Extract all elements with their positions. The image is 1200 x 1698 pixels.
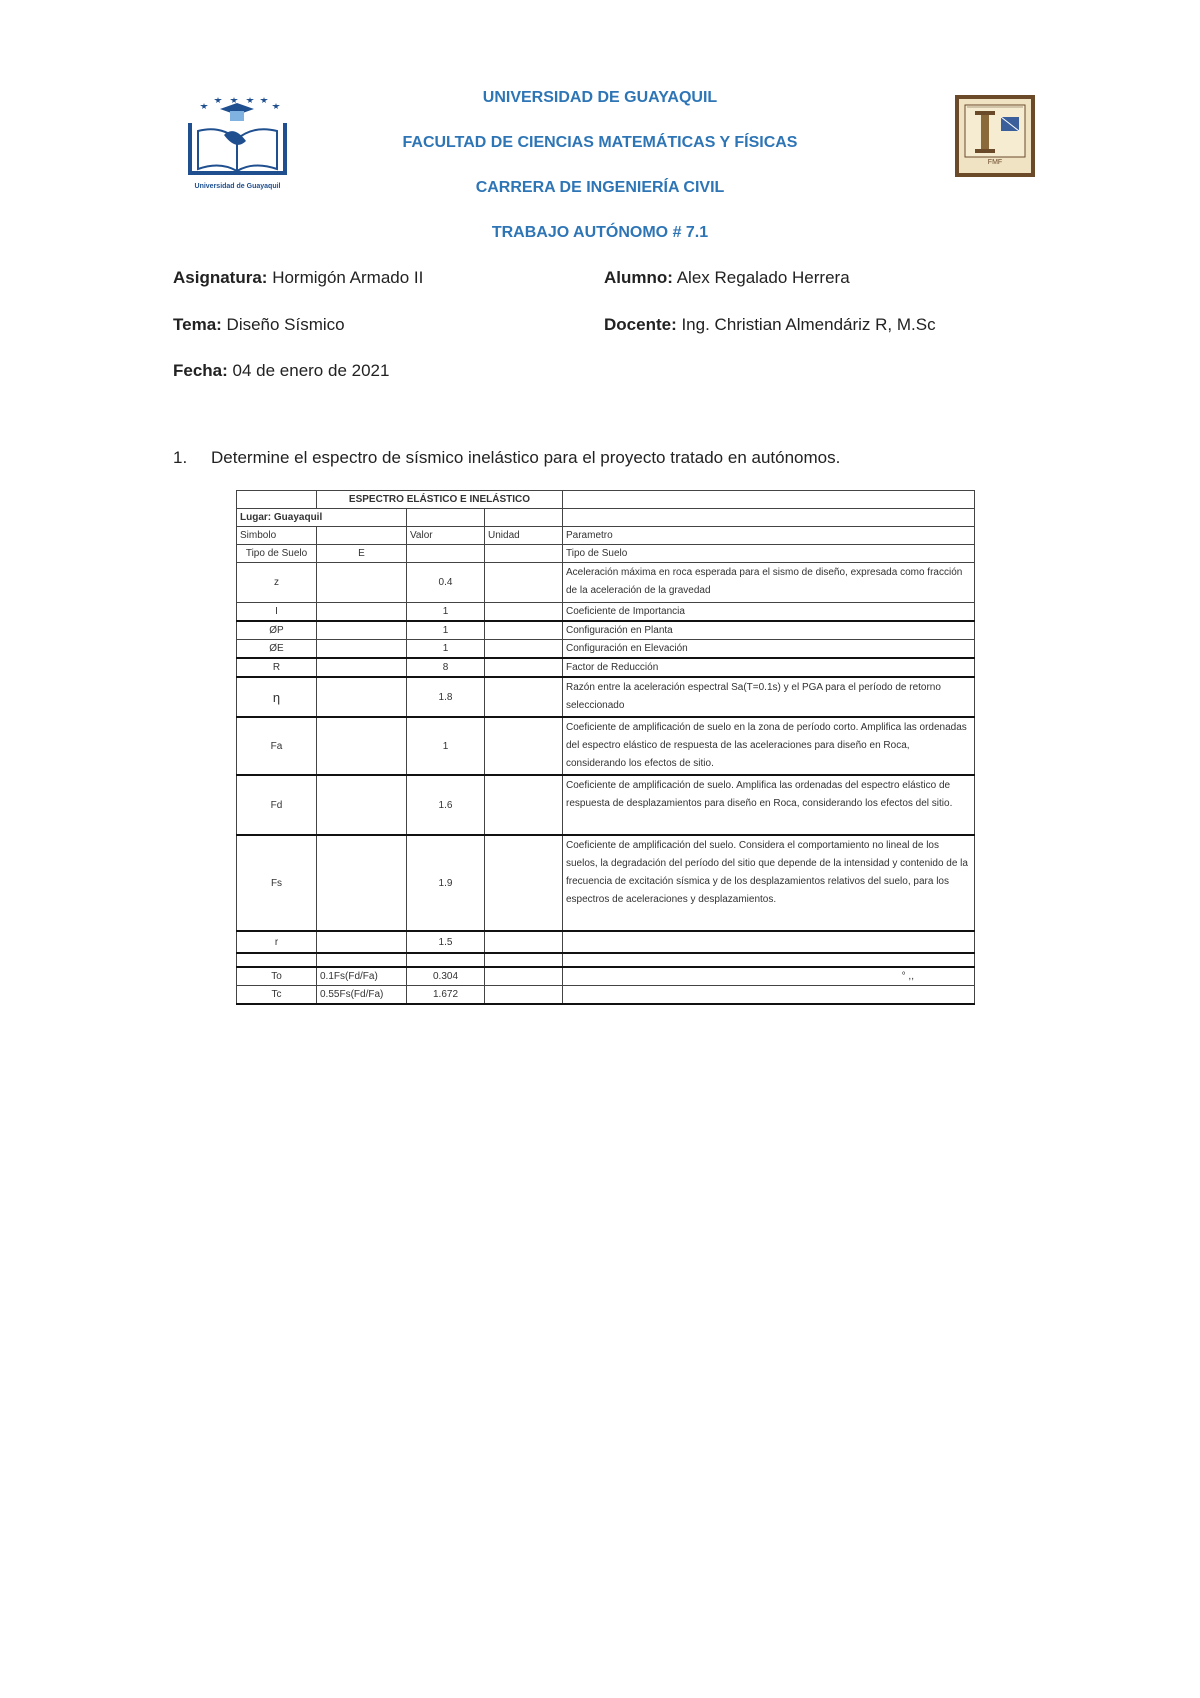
header-blank	[317, 527, 407, 545]
topic-label: Tema:	[173, 315, 222, 334]
row-value: 1	[407, 717, 485, 775]
row-unit	[485, 603, 563, 622]
row-formula	[317, 717, 407, 775]
row-symbol: Fa	[237, 717, 317, 775]
row-formula	[317, 621, 407, 640]
header-unit: Unidad	[485, 527, 563, 545]
row-formula	[317, 931, 407, 953]
row-value: 1.6	[407, 775, 485, 835]
row-unit	[485, 677, 563, 717]
row-unit	[485, 621, 563, 640]
student-value: Alex Regalado Herrera	[672, 268, 850, 287]
date-label: Fecha:	[173, 361, 228, 380]
row-parameter: Aceleración máxima en roca esperada para el sismo de diseño, expresada como fracción de la aceleración de la gravedad	[563, 563, 975, 603]
row-formula: 0.1Fs(Fd/Fa)	[317, 967, 407, 986]
table-title: ESPECTRO ELÁSTICO E INELÁSTICO	[317, 491, 563, 509]
row-parameter: Coeficiente de Importancia	[563, 603, 975, 622]
row-parameter: Tipo de Suelo	[563, 545, 975, 563]
table-row	[237, 603, 975, 622]
row-parameter: ° ,,	[563, 967, 975, 986]
row-formula	[317, 775, 407, 835]
row-formula	[317, 640, 407, 659]
row-parameter: Razón entre la aceleración espectral Sa(T=0.1s) y el PGA para el período de retorno seleccionado	[563, 677, 975, 717]
teacher-line	[604, 315, 936, 335]
row-unit	[485, 775, 563, 835]
university-title: UNIVERSIDAD DE GUAYAQUIL	[482, 89, 718, 106]
row-symbol: R	[237, 658, 317, 677]
row-parameter	[563, 931, 975, 953]
subject-line	[173, 268, 423, 288]
row-unit	[485, 835, 563, 931]
row-value: 8	[407, 658, 485, 677]
row-formula	[317, 603, 407, 622]
table-row	[237, 775, 975, 835]
subject-value: Hormigón Armado II	[267, 268, 424, 287]
row-symbol: z	[237, 563, 317, 603]
header-value: Valor	[407, 527, 485, 545]
row-symbol: ØP	[237, 621, 317, 640]
row-formula: 0.55Fs(Fd/Fa)	[317, 986, 407, 1005]
row-parameter: Factor de Reducción	[563, 658, 975, 677]
row-parameter: Configuración en Elevación	[563, 640, 975, 659]
row-unit	[485, 658, 563, 677]
table-row	[237, 717, 975, 775]
row-formula	[317, 677, 407, 717]
row-unit	[485, 931, 563, 953]
row-value: 0.4	[407, 563, 485, 603]
university-logo-caption: Universidad de Guayaquil	[194, 183, 281, 190]
date-value: 04 de enero de 2021	[227, 361, 390, 380]
row-symbol: ØE	[237, 640, 317, 659]
spectrum-table	[236, 490, 975, 1005]
row-value: 1.5	[407, 931, 485, 953]
table-row	[237, 545, 975, 563]
row-unit	[485, 986, 563, 1005]
header-parameter: Parametro	[563, 527, 975, 545]
teacher-label: Docente:	[604, 315, 677, 334]
row-symbol: Tipo de Suelo	[237, 545, 317, 563]
topic-line	[173, 315, 345, 335]
row-parameter: Configuración en Planta	[563, 621, 975, 640]
table-place: Lugar: Guayaquil	[237, 509, 407, 527]
table-title-row	[237, 491, 975, 509]
row-formula: E	[317, 545, 407, 563]
table-row	[237, 677, 975, 717]
row-symbol: Fd	[237, 775, 317, 835]
table-row	[237, 931, 975, 953]
table-row	[237, 640, 975, 659]
row-symbol: η	[237, 677, 317, 717]
question-number: 1.	[173, 448, 188, 467]
row-symbol: Fs	[237, 835, 317, 931]
row-unit	[485, 563, 563, 603]
row-formula	[317, 563, 407, 603]
row-value: 1.8	[407, 677, 485, 717]
faculty-seal-text: FMF	[987, 159, 1003, 166]
row-unit	[485, 717, 563, 775]
table-row	[237, 658, 975, 677]
row-unit	[485, 967, 563, 986]
table-row	[237, 621, 975, 640]
row-unit	[485, 640, 563, 659]
row-symbol: Tc	[237, 986, 317, 1005]
table-header-row	[237, 527, 975, 545]
row-value: 1.672	[407, 986, 485, 1005]
student-line	[604, 268, 850, 288]
teacher-value: Ing. Christian Almendáriz R, M.Sc	[676, 315, 936, 334]
row-symbol: I	[237, 603, 317, 622]
faculty-title: FACULTAD DE CIENCIAS MATEMÁTICAS Y FÍSICAS	[402, 134, 798, 151]
question-text: Determine el espectro de sísmico inelástico para el proyecto tratado en autónomos.	[211, 448, 841, 467]
row-parameter: Coeficiente de amplificación de suelo en la zona de período corto. Amplifica las ordenadas del espectro elástico de respuesta de las aceleraciones para diseño en Roca, considerando los efectos de sitio.	[563, 717, 975, 775]
row-symbol: r	[237, 931, 317, 953]
subject-label: Asignatura:	[173, 268, 268, 287]
row-parameter	[563, 986, 975, 1005]
table-spacer-row	[237, 953, 975, 967]
row-value: 1	[407, 640, 485, 659]
row-parameter: Coeficiente de amplificación del suelo. Considera el comportamiento no lineal de los suelos, la degradación del período del sitio que depende de la intensidad y contenido de la frecuencia de excitación sísmica y de los desplazamientos relativos del suelo, para los espectros de aceleraciones y desplazamientos.	[563, 835, 975, 931]
header-symbol: Simbolo	[237, 527, 317, 545]
row-parameter: Coeficiente de amplificación de suelo. Amplifica las ordenadas del espectro elástico de respuesta de desplazamientos para diseño en Roca, considerando los efectos del sitio.	[563, 775, 975, 835]
row-value: 1.9	[407, 835, 485, 931]
row-value: 1	[407, 603, 485, 622]
table-place-row	[237, 509, 975, 527]
table-row	[237, 967, 975, 986]
date-line	[173, 361, 389, 381]
row-value: 1	[407, 621, 485, 640]
topic-value: Diseño Sísmico	[221, 315, 345, 334]
row-value: 0.304	[407, 967, 485, 986]
row-value	[407, 545, 485, 563]
question-1	[173, 448, 840, 468]
work-title: TRABAJO AUTÓNOMO # 7.1	[491, 224, 709, 241]
row-symbol: To	[237, 967, 317, 986]
career-title: CARRERA DE INGENIERÍA CIVIL	[475, 179, 725, 196]
table-row	[237, 563, 975, 603]
student-label: Alumno:	[604, 268, 673, 287]
row-formula	[317, 835, 407, 931]
spectrum-table-body	[237, 491, 975, 1005]
table-row	[237, 835, 975, 931]
row-unit	[485, 545, 563, 563]
table-row	[237, 986, 975, 1005]
row-formula	[317, 658, 407, 677]
